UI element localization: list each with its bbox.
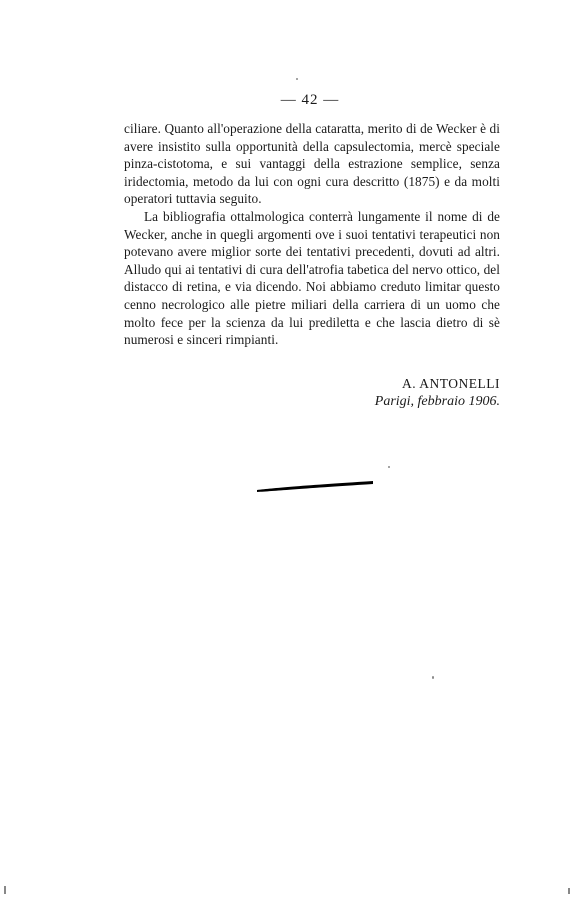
paper-speck [568, 888, 570, 894]
paragraph-2: La bibliografia ottalmologica conterrà lungamente il nome di de Wecker, anche in quegli argomenti ove i suoi tentativi terapeutici non potevano avere miglior sorte dei tentativi precedenti, dovuti ad altri. Alludo qui ai tentativi di cura dell'atrofia tabetica del nervo ottico, del distacco di retina, e via dicendo. Noi abbiamo creduto limitar questo cenno necrologico alle pietre miliari della carriera di un uomo che molto fece per la scienza da lui prediletta e che lascia dietro di sè numerosi e sinceri rimpianti. [124, 208, 500, 348]
signature-author: A. ANTONELLI [402, 376, 500, 391]
paper-speck [4, 886, 6, 894]
body-text [124, 120, 500, 349]
signature-place-date: Parigi, febbraio 1906. [374, 394, 500, 409]
paper-speck [432, 676, 434, 679]
paper-speck [388, 466, 390, 468]
end-rule-ornament [255, 478, 375, 494]
paragraph-1: ciliare. Quanto all'operazione della cataratta, merito di de Wecker è di avere insistito sulla opportunità della capsulectomia, mercè speciale pinza-cistotoma, e sui vantaggi della estrazione semplice, senza iridectomia, metodo da lui con ogni cura descritto (1875) e da molti operatori tuttavia seguito. [124, 121, 500, 207]
page-number: — 42 — [280, 92, 340, 108]
paper-speck [296, 78, 298, 80]
